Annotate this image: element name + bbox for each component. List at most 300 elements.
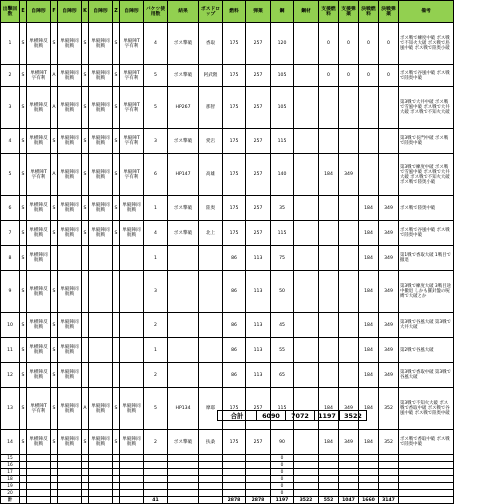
- table-row: [1, 221, 454, 246]
- cell-sf: [319, 129, 339, 154]
- cell-f3: [89, 363, 113, 388]
- cell-da: 349: [379, 313, 399, 338]
- cell-fuel: [223, 476, 246, 483]
- cell-f: [51, 483, 58, 490]
- cell-result: [168, 246, 199, 271]
- cell-f1: 単横陣反航戦: [27, 23, 51, 65]
- cell-e: S: [20, 23, 27, 65]
- cell-e: S: [20, 271, 27, 313]
- cell-f4: [120, 483, 144, 490]
- cell-steel: 105: [271, 65, 294, 87]
- cell-f2: 単縦陣同航戦: [58, 338, 82, 363]
- cell-ammo: 113: [246, 271, 271, 313]
- cell-sa: [339, 129, 359, 154]
- cell-e: S: [20, 65, 27, 87]
- cell-drop: [199, 338, 223, 363]
- cell-remark: 第3戦で練度中破 ボス戦で雪風中破 ボス戦で大井大破 ボス戦で不知火大破 ボス戦で陸奥小破: [399, 154, 454, 196]
- cell-e: S: [20, 313, 27, 338]
- cell-df: 184: [359, 338, 379, 363]
- cell-sa: [339, 338, 359, 363]
- total-f: [51, 497, 58, 504]
- cell-f2: 単縦陣同航戦: [58, 87, 82, 129]
- cell-da: [379, 154, 399, 196]
- cell-ammo: 113: [246, 313, 271, 338]
- cell-fuel: [223, 455, 246, 462]
- cell-df: [359, 455, 379, 462]
- cell-k: S: [82, 221, 89, 246]
- cell-f1: 単横陣反航戦: [27, 313, 51, 338]
- cell-df: [359, 462, 379, 469]
- total-e: [20, 497, 27, 504]
- cell-k: S: [82, 23, 89, 65]
- cell-z: S: [113, 154, 120, 196]
- cell-result: HP147: [168, 154, 199, 196]
- cell-steel: 115: [271, 388, 294, 430]
- cell-f4: [120, 363, 144, 388]
- cell-bucket: 2: [144, 313, 168, 338]
- cell-da: [379, 469, 399, 476]
- column-header: 決戦燃料: [359, 1, 379, 23]
- total-f1: [27, 497, 51, 504]
- cell-result: [168, 462, 199, 469]
- column-header: 支援燃料: [319, 1, 339, 23]
- cell-z: S: [113, 196, 120, 221]
- column-header: 自陣形: [27, 1, 51, 23]
- cell-baux: [294, 196, 319, 221]
- cell-n: 6: [1, 196, 20, 221]
- cell-f: S: [51, 388, 58, 430]
- cell-e: [20, 455, 27, 462]
- cell-z: [113, 483, 120, 490]
- cell-f2: 単縦陣同航戦: [58, 23, 82, 65]
- cell-f1: [27, 476, 51, 483]
- cell-sa: [339, 483, 359, 490]
- cell-n: 2: [1, 65, 20, 87]
- cell-drop: [199, 476, 223, 483]
- cell-f2: 単縦陣同航戦: [58, 430, 82, 455]
- cell-baux: [294, 87, 319, 129]
- cell-df: 184: [359, 271, 379, 313]
- cell-f4: [120, 476, 144, 483]
- column-header: K: [82, 1, 89, 23]
- cell-ammo: 257: [246, 388, 271, 430]
- cell-f4: 単縦陣T字有利: [120, 129, 144, 154]
- cell-da: 349: [379, 271, 399, 313]
- cell-fuel: [223, 462, 246, 469]
- total-sf: 552: [319, 497, 339, 504]
- cell-result: [168, 490, 199, 497]
- cell-z: S: [113, 87, 120, 129]
- header-row: [1, 1, 454, 23]
- cell-result: ボス撃破: [168, 221, 199, 246]
- cell-f1: 単横陣同航戦: [27, 246, 51, 271]
- cell-f4: [120, 271, 144, 313]
- cell-f2: 単縦陣同航戦: [58, 388, 82, 430]
- cell-df: [359, 87, 379, 129]
- cell-steel: 45: [271, 313, 294, 338]
- cell-n: 20: [1, 490, 20, 497]
- cell-steel: 105: [271, 87, 294, 129]
- cell-steel: 0: [271, 455, 294, 462]
- cell-sa: [339, 469, 359, 476]
- column-header: 鋼材: [294, 1, 319, 23]
- cell-sf: [319, 483, 339, 490]
- cell-baux: [294, 388, 319, 430]
- cell-f3: 単縦陣同航戦: [89, 196, 113, 221]
- cell-bucket: 1: [144, 338, 168, 363]
- cell-bucket: [144, 476, 168, 483]
- cell-da: 349: [379, 221, 399, 246]
- cell-steel: 35: [271, 196, 294, 221]
- cell-drop: [199, 483, 223, 490]
- cell-bucket: 1: [144, 246, 168, 271]
- cell-da: [379, 490, 399, 497]
- cell-df: 0: [359, 23, 379, 65]
- table-row-empty: [1, 490, 454, 497]
- cell-f: S: [51, 338, 58, 363]
- cell-fuel: 175: [223, 388, 246, 430]
- cell-f: S: [51, 363, 58, 388]
- cell-ammo: 113: [246, 363, 271, 388]
- cell-e: S: [20, 129, 27, 154]
- cell-f3: 単縦陣同航戦: [89, 65, 113, 87]
- cell-e: S: [20, 221, 27, 246]
- cell-steel: 0: [271, 469, 294, 476]
- cell-sf: [319, 363, 339, 388]
- cell-sa: [339, 221, 359, 246]
- cell-f: [51, 469, 58, 476]
- cell-z: [113, 271, 120, 313]
- cell-n: 1: [1, 23, 20, 65]
- cell-baux: [294, 129, 319, 154]
- cell-baux: [294, 271, 319, 313]
- cell-df: [359, 483, 379, 490]
- cell-df: 184: [359, 313, 379, 338]
- cell-drop: 愛宕: [199, 129, 223, 154]
- cell-result: [168, 476, 199, 483]
- cell-ammo: [246, 476, 271, 483]
- table-row: [1, 271, 454, 313]
- cell-da: 349: [379, 246, 399, 271]
- cell-n: 7: [1, 221, 20, 246]
- cell-drop: 香取: [199, 23, 223, 65]
- cell-baux: [294, 154, 319, 196]
- cell-df: [359, 129, 379, 154]
- cell-remark: [399, 490, 454, 497]
- cell-ammo: [246, 469, 271, 476]
- table-row-empty: [1, 455, 454, 462]
- total-da: 3147: [379, 497, 399, 504]
- cell-remark: [399, 455, 454, 462]
- cell-f4: [120, 462, 144, 469]
- column-header: ボスドロップ: [199, 1, 223, 23]
- cell-f3: 単縦陣同航戦: [89, 388, 113, 430]
- cell-result: [168, 469, 199, 476]
- cell-e: S: [20, 338, 27, 363]
- cell-n: 12: [1, 363, 20, 388]
- cell-baux: [294, 490, 319, 497]
- cell-f3: [89, 490, 113, 497]
- cell-sf: 0: [319, 23, 339, 65]
- cell-sf: [319, 246, 339, 271]
- cell-f2: 単縦陣同航戦: [58, 129, 82, 154]
- cell-sa: [339, 271, 359, 313]
- cell-f1: [27, 455, 51, 462]
- cell-da: [379, 462, 399, 469]
- cell-remark: 第3戦で香取中破 第3戦で谷風大破: [399, 363, 454, 388]
- cell-f2: [58, 462, 82, 469]
- cell-df: [359, 154, 379, 196]
- column-header: 結果: [168, 1, 199, 23]
- grand-total-fuel: 6090: [257, 411, 286, 421]
- cell-result: [168, 313, 199, 338]
- cell-z: S: [113, 221, 120, 246]
- cell-f2: [58, 246, 82, 271]
- table-row: [1, 363, 454, 388]
- cell-e: S: [20, 196, 27, 221]
- cell-sa: 349: [339, 154, 359, 196]
- cell-f3: [89, 483, 113, 490]
- column-header: 自陣形: [58, 1, 82, 23]
- cell-bucket: 5: [144, 388, 168, 430]
- cell-sa: [339, 196, 359, 221]
- cell-steel: 50: [271, 271, 294, 313]
- cell-drop: 北上: [199, 221, 223, 246]
- cell-df: [359, 476, 379, 483]
- cell-baux: [294, 476, 319, 483]
- cell-f4: [120, 246, 144, 271]
- cell-steel: 55: [271, 338, 294, 363]
- cell-f4: 単縦陣T字有利: [120, 87, 144, 129]
- cell-fuel: 86: [223, 271, 246, 313]
- cell-f3: [89, 271, 113, 313]
- cell-remark: [399, 476, 454, 483]
- grand-total-ammo: 7072: [286, 411, 315, 421]
- table-row: [1, 338, 454, 363]
- cell-sf: [319, 271, 339, 313]
- cell-remark: 第3戦で大井中破 ボス戦で雪風中破 ボス戦で大井大破 ボス戦で不知火大破: [399, 87, 454, 129]
- column-header: 出撃回数: [1, 1, 20, 23]
- cell-result: ボス撃破: [168, 129, 199, 154]
- cell-k: [82, 469, 89, 476]
- total-n: 計: [1, 497, 20, 504]
- cell-f4: [120, 313, 144, 338]
- cell-f: S: [51, 23, 58, 65]
- cell-result: ボス撃破: [168, 196, 199, 221]
- cell-k: [82, 363, 89, 388]
- table-row-empty: [1, 476, 454, 483]
- cell-sa: [339, 455, 359, 462]
- cell-z: S: [113, 129, 120, 154]
- cell-da: 0: [379, 23, 399, 65]
- cell-e: [20, 469, 27, 476]
- grand-total-label: 合計: [218, 411, 257, 421]
- cell-f1: 単横陣反航戦: [27, 129, 51, 154]
- cell-drop: [199, 462, 223, 469]
- cell-f3: 単縦陣同航戦: [89, 154, 113, 196]
- cell-f: [51, 476, 58, 483]
- cell-remark: ボス戦で香取中破 ボス戦で陸奥中破: [399, 430, 454, 455]
- cell-e: S: [20, 388, 27, 430]
- cell-remark: 第3戦で練度大破 3戦目途中撤退 しかも羅針盤の呪縛で大破とか: [399, 271, 454, 313]
- cell-drop: 高雄: [199, 154, 223, 196]
- cell-e: S: [20, 246, 27, 271]
- cell-f3: [89, 469, 113, 476]
- cell-k: [82, 490, 89, 497]
- cell-bucket: 6: [144, 154, 168, 196]
- cell-z: [113, 313, 120, 338]
- cell-df: 184: [359, 221, 379, 246]
- cell-f: [51, 462, 58, 469]
- cell-result: [168, 455, 199, 462]
- column-header: 備考: [399, 1, 454, 23]
- cell-k: S: [82, 430, 89, 455]
- cell-sa: [339, 363, 359, 388]
- cell-bucket: 2: [144, 363, 168, 388]
- cell-sf: [319, 87, 339, 129]
- total-baux: 3522: [294, 497, 319, 504]
- cell-fuel: 175: [223, 129, 246, 154]
- cell-da: 349: [379, 196, 399, 221]
- total-remark: [399, 497, 454, 504]
- cell-df: 184: [359, 246, 379, 271]
- cell-e: S: [20, 430, 27, 455]
- cell-sf: [319, 221, 339, 246]
- cell-sa: 349: [339, 430, 359, 455]
- cell-e: S: [20, 363, 27, 388]
- cell-bucket: 5: [144, 87, 168, 129]
- cell-f: S: [51, 196, 58, 221]
- cell-f3: [89, 476, 113, 483]
- cell-result: ボス撃破: [168, 23, 199, 65]
- cell-n: 19: [1, 483, 20, 490]
- cell-n: 8: [1, 246, 20, 271]
- cell-f3: [89, 246, 113, 271]
- cell-sf: [319, 313, 339, 338]
- cell-result: ボス撃破: [168, 430, 199, 455]
- table-row-empty: [1, 462, 454, 469]
- cell-f3: [89, 338, 113, 363]
- cell-f4: 単縦陣T字有利: [120, 154, 144, 196]
- cell-fuel: 175: [223, 221, 246, 246]
- cell-bucket: [144, 490, 168, 497]
- cell-bucket: [144, 483, 168, 490]
- cell-f: [51, 246, 58, 271]
- cell-da: [379, 483, 399, 490]
- cell-f3: 単縦陣同航戦: [89, 23, 113, 65]
- cell-f3: 単縦陣同航戦: [89, 221, 113, 246]
- cell-baux: [294, 338, 319, 363]
- cell-z: [113, 246, 120, 271]
- cell-baux: [294, 462, 319, 469]
- cell-k: S: [82, 87, 89, 129]
- cell-f3: [89, 313, 113, 338]
- cell-f4: [120, 338, 144, 363]
- cell-k: [82, 476, 89, 483]
- cell-result: [168, 271, 199, 313]
- cell-f1: 単横陣反航戦: [27, 363, 51, 388]
- cell-baux: [294, 246, 319, 271]
- cell-sf: [319, 490, 339, 497]
- cell-f3: [89, 462, 113, 469]
- cell-df: 184: [359, 430, 379, 455]
- cell-sf: 0: [319, 65, 339, 87]
- cell-f2: 単縦陣同航戦: [58, 271, 82, 313]
- cell-fuel: 86: [223, 313, 246, 338]
- cell-df: [359, 469, 379, 476]
- cell-baux: [294, 469, 319, 476]
- cell-sf: 184: [319, 154, 339, 196]
- cell-remark: ボス戦で谷風中破 ボス戦で陸奥中破: [399, 221, 454, 246]
- cell-k: S: [82, 129, 89, 154]
- cell-f2: [58, 483, 82, 490]
- cell-n: 9: [1, 271, 20, 313]
- cell-result: ボス撃破: [168, 65, 199, 87]
- cell-steel: 120: [271, 23, 294, 65]
- cell-drop: [199, 246, 223, 271]
- column-header: 鋼: [271, 1, 294, 23]
- cell-sf: [319, 476, 339, 483]
- cell-ammo: 113: [246, 246, 271, 271]
- grand-total-table: [217, 410, 367, 421]
- cell-k: [82, 483, 89, 490]
- cell-sf: 184: [319, 388, 339, 430]
- table-row: [1, 65, 454, 87]
- cell-fuel: 175: [223, 154, 246, 196]
- cell-f2: [58, 476, 82, 483]
- cell-drop: [199, 271, 223, 313]
- column-header: 弾薬: [246, 1, 271, 23]
- cell-k: S: [82, 154, 89, 196]
- column-header: 燃料: [223, 1, 246, 23]
- cell-bucket: [144, 469, 168, 476]
- cell-e: [20, 490, 27, 497]
- cell-result: [168, 363, 199, 388]
- cell-z: [113, 363, 120, 388]
- cell-result: HP267: [168, 87, 199, 129]
- cell-n: 14: [1, 430, 20, 455]
- totals-row: [1, 497, 454, 504]
- cell-k: [82, 455, 89, 462]
- cell-fuel: 175: [223, 87, 246, 129]
- cell-n: 17: [1, 469, 20, 476]
- cell-f3: 単縦陣同航戦: [89, 430, 113, 455]
- cell-z: [113, 462, 120, 469]
- cell-steel: 75: [271, 246, 294, 271]
- grand-total-row: [218, 411, 367, 421]
- cell-f4: 単縦陣同航戦: [120, 196, 144, 221]
- cell-n: 3: [1, 87, 20, 129]
- cell-f4: 単縦陣T字有利: [120, 65, 144, 87]
- cell-f2: 単縦陣同航戦: [58, 154, 82, 196]
- cell-sa: 0: [339, 23, 359, 65]
- cell-n: 10: [1, 313, 20, 338]
- cell-baux: [294, 313, 319, 338]
- cell-baux: [294, 455, 319, 462]
- cell-f1: 単横陣反航戦: [27, 221, 51, 246]
- cell-remark: [399, 469, 454, 476]
- cell-k: [82, 271, 89, 313]
- cell-k: [82, 338, 89, 363]
- cell-bucket: [144, 455, 168, 462]
- cell-fuel: 175: [223, 65, 246, 87]
- total-f4: [120, 497, 144, 504]
- cell-f2: 単縦陣同航戦: [58, 363, 82, 388]
- cell-df: [359, 490, 379, 497]
- cell-f4: [120, 455, 144, 462]
- cell-ammo: [246, 455, 271, 462]
- cell-e: [20, 483, 27, 490]
